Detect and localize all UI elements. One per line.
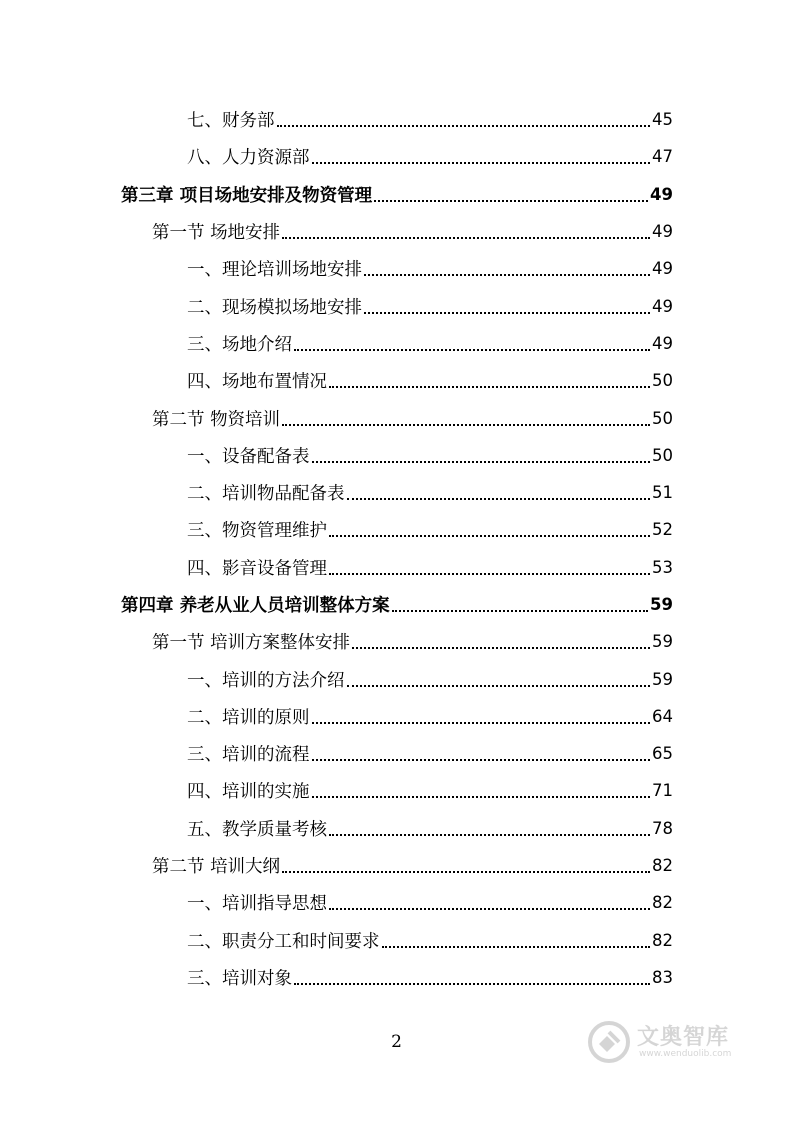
- toc-entry-title: 一、理论培训场地安排: [187, 260, 362, 281]
- toc-entry-page: 59: [652, 632, 673, 652]
- toc-entry-page: 50: [652, 445, 673, 465]
- dot-leader: [282, 870, 650, 873]
- dot-leader: [347, 497, 651, 500]
- toc-entry-title: 四、场地布置情况: [187, 372, 327, 393]
- dot-leader: [282, 423, 650, 426]
- toc-entry-title: 四、培训的实施: [187, 782, 310, 803]
- dot-leader: [312, 721, 651, 724]
- toc-entry-title: 五、教学质量考核: [187, 819, 327, 840]
- toc-entry[interactable]: [0, 884, 673, 921]
- watermark: [587, 1016, 757, 1072]
- toc-entry-page: 45: [652, 110, 673, 130]
- toc-entry-title: 二、培训的原则: [187, 707, 310, 728]
- toc-entry-title: 三、培训对象: [187, 968, 292, 989]
- toc-entry-page: 82: [652, 893, 673, 913]
- toc-entry[interactable]: [0, 922, 673, 959]
- dot-leader: [347, 684, 651, 687]
- watermark-text: 文奥智库: [637, 1025, 730, 1050]
- dot-leader: [294, 982, 650, 985]
- watermark-logo-icon: [587, 1020, 631, 1064]
- toc-section-entry[interactable]: [0, 213, 673, 250]
- toc-entry[interactable]: [0, 362, 673, 399]
- dot-leader: [329, 385, 650, 388]
- toc-chapter-entry[interactable]: [0, 176, 673, 213]
- toc-entry-page: 50: [652, 408, 673, 428]
- toc-entry[interactable]: [0, 698, 673, 735]
- toc-entry-page: 65: [652, 744, 673, 764]
- toc-entry-title: 八、人力资源部: [187, 148, 310, 169]
- toc-entry[interactable]: [0, 810, 673, 847]
- toc-entry-title: 七、财务部: [187, 111, 275, 132]
- toc-entry-title: 三、场地介绍: [187, 334, 292, 355]
- toc-entry-page: 78: [652, 818, 673, 838]
- dot-leader: [374, 199, 648, 202]
- dot-leader: [352, 646, 650, 649]
- toc-entry-page: 83: [652, 967, 673, 987]
- toc-entry-page: 82: [652, 856, 673, 876]
- toc-section-entry[interactable]: [0, 847, 673, 884]
- toc-entry-title: 四、影音设备管理: [187, 558, 327, 579]
- toc-entry[interactable]: [0, 287, 673, 324]
- toc-section-entry[interactable]: [0, 623, 673, 660]
- toc-entry-title: 二、现场模拟场地安排: [187, 297, 362, 318]
- toc-entry[interactable]: [0, 772, 673, 809]
- toc-entry-title: 第二节 物资培训: [152, 409, 281, 430]
- dot-leader: [329, 572, 650, 575]
- toc-entry-page: 47: [652, 147, 673, 167]
- toc-entry-title: 第一节 场地安排: [152, 223, 281, 244]
- table-of-contents: [0, 101, 793, 996]
- dot-leader: [364, 273, 650, 276]
- toc-entry-page: 82: [652, 930, 673, 950]
- toc-entry-title: 二、职责分工和时间要求: [187, 931, 380, 952]
- toc-entry-page: 59: [650, 595, 673, 614]
- dot-leader: [329, 534, 650, 537]
- toc-entry[interactable]: [0, 474, 673, 511]
- dot-leader: [329, 833, 650, 836]
- toc-entry[interactable]: [0, 101, 673, 138]
- toc-entry-page: 49: [650, 184, 673, 204]
- dot-leader: [312, 161, 651, 164]
- dot-leader: [329, 907, 650, 910]
- dot-leader: [392, 609, 648, 612]
- toc-entry-page: 59: [652, 669, 673, 689]
- dot-leader: [312, 758, 651, 761]
- toc-entry[interactable]: [0, 660, 673, 697]
- toc-entry-title: 第二节 培训大纲: [152, 857, 281, 878]
- toc-section-entry[interactable]: [0, 399, 673, 436]
- toc-entry[interactable]: [0, 138, 673, 175]
- dot-leader: [277, 124, 651, 127]
- toc-entry-title: 一、培训指导思想: [187, 894, 327, 915]
- dot-leader: [312, 460, 651, 463]
- toc-entry-page: 49: [652, 333, 673, 353]
- dot-leader: [364, 311, 650, 314]
- dot-leader: [282, 236, 650, 239]
- toc-entry[interactable]: [0, 549, 673, 586]
- toc-entry-title: 一、培训的方法介绍: [187, 670, 345, 691]
- toc-entry-page: 49: [652, 259, 673, 279]
- toc-entry[interactable]: [0, 437, 673, 474]
- toc-entry-title: 三、培训的流程: [187, 745, 310, 766]
- toc-entry-page: 49: [652, 296, 673, 316]
- dot-leader: [382, 945, 651, 948]
- toc-entry[interactable]: [0, 325, 673, 362]
- toc-entry-title: 三、物资管理维护: [187, 521, 327, 542]
- dot-leader: [312, 795, 651, 798]
- toc-entry-title: 第一节 培训方案整体安排: [152, 633, 351, 654]
- toc-entry-title: 第三章 项目场地安排及物资管理: [121, 185, 373, 206]
- toc-entry-page: 50: [652, 371, 673, 391]
- toc-entry[interactable]: [0, 511, 673, 548]
- toc-entry[interactable]: [0, 250, 673, 287]
- toc-chapter-entry[interactable]: [0, 586, 673, 623]
- toc-entry-page: 49: [652, 222, 673, 242]
- toc-entry-page: 71: [652, 781, 673, 801]
- toc-entry[interactable]: [0, 735, 673, 772]
- toc-entry-title: 一、设备配备表: [187, 446, 310, 467]
- toc-entry[interactable]: [0, 959, 673, 996]
- toc-entry-title: 二、培训物品配备表: [187, 484, 345, 505]
- page-number: 2: [391, 1032, 402, 1052]
- toc-entry-page: 51: [652, 483, 673, 503]
- dot-leader: [294, 348, 650, 351]
- toc-entry-page: 52: [652, 520, 673, 540]
- toc-entry-title: 第四章 养老从业人员培训整体方案: [121, 596, 390, 616]
- watermark-url: www.wenduolib.com: [639, 1049, 732, 1059]
- toc-entry-page: 53: [652, 557, 673, 577]
- toc-entry-page: 64: [652, 706, 673, 726]
